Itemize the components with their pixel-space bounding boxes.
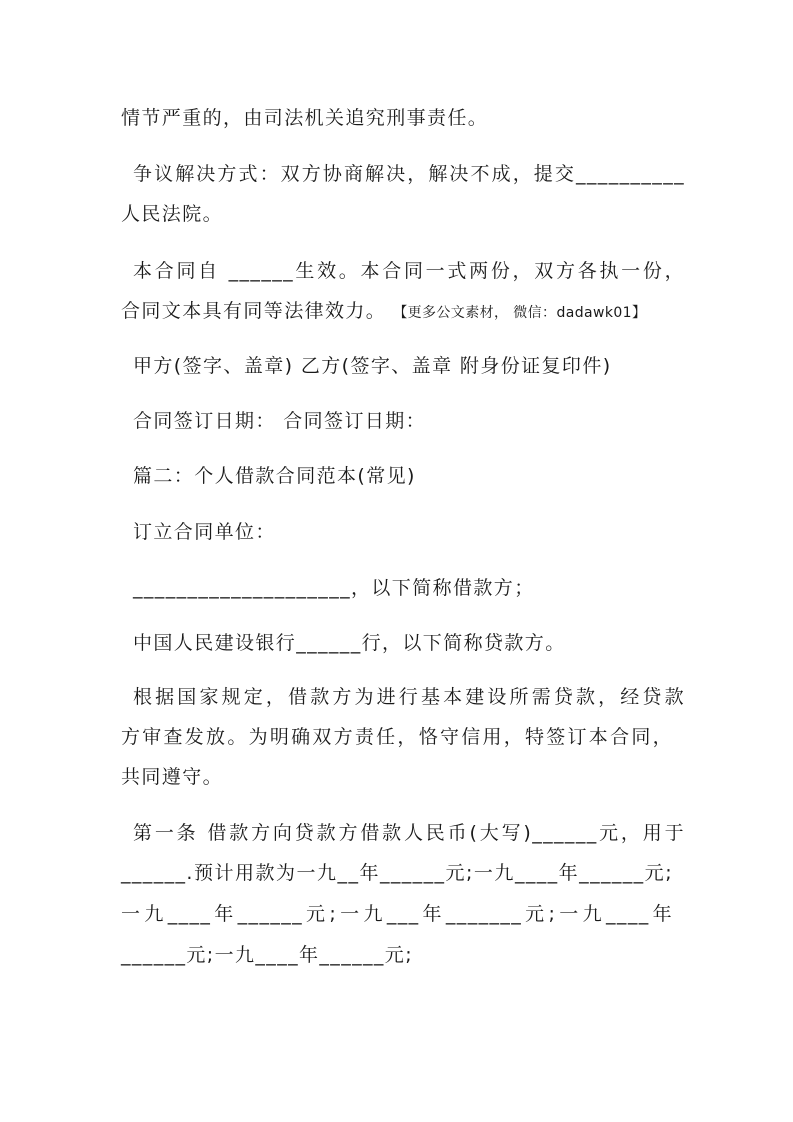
text-line-14: 共同遵守。 xyxy=(121,766,224,788)
text-line-9: 订立合同单位： xyxy=(133,521,276,543)
text-line-3: 人民法院。 xyxy=(121,203,224,225)
text-line-18: ______元;一九____年______元; xyxy=(121,944,414,966)
text-line-4: 本合同自 ______生效。本合同一式两份，双方各执一份， xyxy=(133,260,685,282)
text-line-10: ____________________，以下简称借款方； xyxy=(133,577,535,599)
text-line-6: 甲方(签字、盖章) 乙方(签字、盖章 附身份证复印件) xyxy=(133,355,612,377)
text-line-17: 一九____年______元;一九___年_______元;一九____年 xyxy=(121,903,673,925)
text-line-7: 合同签订日期： 合同签订日期： xyxy=(133,410,427,432)
text-line-1: 情节严重的，由司法机关追究刑事责任。 xyxy=(121,107,489,129)
text-line-5-body: 合同文本具有同等法律效力。 xyxy=(121,300,387,322)
text-line-11: 中国人民建设银行______行，以下简称贷款方。 xyxy=(133,632,566,654)
text-line-12: 根据国家规定，借款方为进行基本建设所需贷款，经贷款 xyxy=(133,686,685,708)
text-line-16: ______.预计用款为一九__年______元;一九____年______元; xyxy=(121,862,673,884)
promo-note: 【更多公文素材， 微信：dadawk01】 xyxy=(400,305,647,321)
text-line-2: 争议解决方式：双方协商解决，解决不成，提交__________ xyxy=(133,163,685,185)
text-line-13: 方审查发放。为明确双方责任，恪守信用，特签订本合同， xyxy=(121,726,673,748)
section-heading: 篇二：个人借款合同范本(常见) xyxy=(133,465,416,487)
text-line-15: 第一条 借款方向贷款方借款人民币(大写)______元，用于 xyxy=(133,822,685,844)
text-line-5 xyxy=(121,299,681,325)
